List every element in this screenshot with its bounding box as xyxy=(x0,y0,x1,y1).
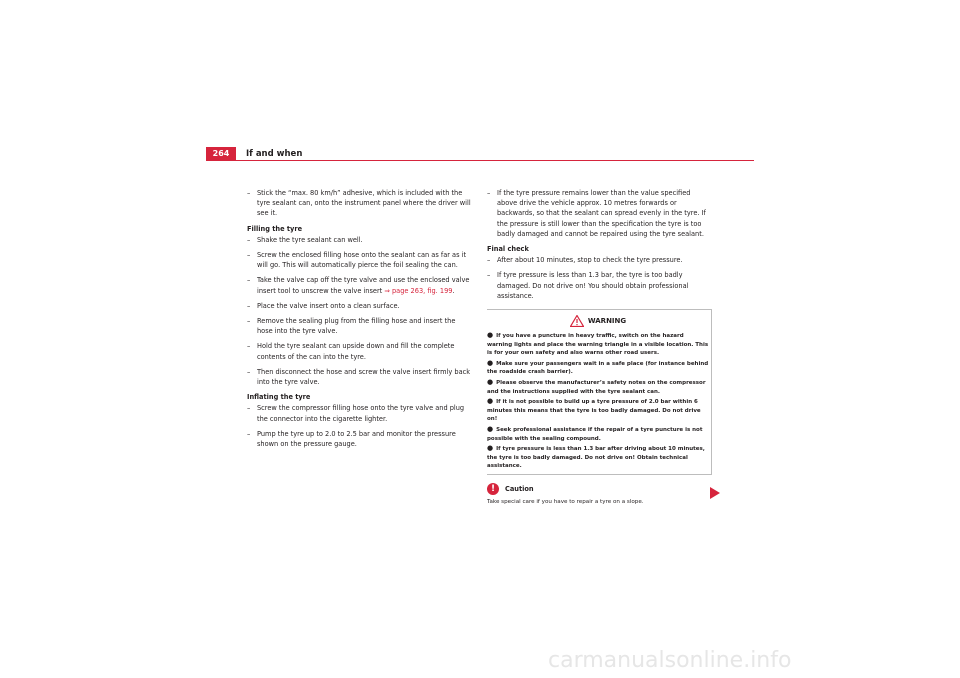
warning-item: ● If tyre pressure is less than 1.3 bar after driving about 10 minutes, the tyre is too badly damaged. Do not drive on! Obtain technical assistance. xyxy=(487,444,705,470)
list-item: – Pump the tyre up to 2.0 to 2.5 bar and monitor the pressure shown on the pressure gauge. xyxy=(247,429,472,449)
list-item: – If the tyre pressure remains lower than the value specified above drive the vehicle approx. 10 metres forwards or backwards, so that the sealant can spread evenly in the tyre. If the pressure is still lower than the specification the tyre is too badly damaged and cannot be repaired using the tyre sealant. xyxy=(487,188,712,239)
list-item: – Shake the tyre sealant can well. xyxy=(247,235,472,245)
list-item: – Hold the tyre sealant can upside down and fill the complete contents of the can into the tyre. xyxy=(247,341,472,361)
list-item: – Remove the sealing plug from the filling hose and insert the hose into the tyre valve. xyxy=(247,316,472,336)
list-item xyxy=(247,275,472,295)
page-reference-link[interactable]: ⇒ page 263, fig. 199 xyxy=(384,286,453,295)
caution-title: Caution xyxy=(505,484,534,493)
caution-text: Take special care if you have to repair a tyre on a slope. xyxy=(487,498,644,505)
list-item: – Then disconnect the hose and screw the valve insert firmly back into the tyre valve. xyxy=(247,367,472,387)
heading-inflating-tyre: Inflating the tyre xyxy=(247,393,311,402)
right-column xyxy=(487,188,712,507)
step-text-end: . xyxy=(452,286,455,295)
caution-header xyxy=(487,483,712,495)
next-page-arrow-icon[interactable] xyxy=(710,487,720,499)
list-item: – If tyre pressure is less than 1.3 bar, the tyre is too badly damaged. Do not drive on! You should obtain professional assistance. xyxy=(487,270,712,301)
warning-box xyxy=(487,309,712,475)
heading-filling-tyre: Filling the tyre xyxy=(247,224,303,233)
list-item: – Screw the compressor filling hose onto the tyre valve and plug the connector into the cigarette lighter. xyxy=(247,403,472,423)
page-header xyxy=(206,147,754,161)
warning-item: ● Make sure your passengers wait in a safe place (for instance behind the roadside crash barrier). xyxy=(487,358,709,376)
exclamation-icon: ! xyxy=(487,483,499,495)
warning-triangle-icon xyxy=(570,315,584,327)
list-item: – After about 10 minutes, stop to check the tyre pressure. xyxy=(487,255,712,265)
list-item: – Place the valve insert onto a clean surface. xyxy=(247,301,472,311)
watermark: carmanualsonline.info xyxy=(548,648,792,673)
warning-title: WARNING xyxy=(587,316,627,325)
step-text: Take the valve cap off the tyre valve and use the enclosed valve insert tool to unscrew the valve insert xyxy=(257,276,470,295)
left-column xyxy=(247,188,472,454)
warning-item: ● Please observe the manufacturer’s safety notes on the compressor and the instructions supplied with the tyre sealant can. xyxy=(487,378,706,395)
warning-header xyxy=(487,315,709,327)
list-item: – Stick the “max. 80 km/h” adhesive, which is included with the tyre sealant can, onto the instrument panel where the driver will see it. xyxy=(247,188,472,219)
section-title: If and when xyxy=(246,149,303,159)
warning-item: ● If you have a puncture in heavy traffic, switch on the hazard warning lights and place the warning triangle in a visible location. This is for your own safety and also warns other road users. xyxy=(487,331,709,357)
header-rule xyxy=(206,160,754,161)
warning-item: ● Seek professional assistance if the repair of a tyre puncture is not possible with the sealing compound. xyxy=(487,424,703,442)
page-number: 264 xyxy=(206,147,236,161)
heading-final-check: Final check xyxy=(487,245,529,254)
list-item: – Screw the enclosed filling hose onto the sealant can as far as it will go. This will automatically pierce the foil sealing the can. xyxy=(247,250,472,270)
warning-item: ● If it is not possible to build up a tyre pressure of 2.0 bar within 6 minutes this means that the tyre is too badly damaged. Do not drive on! xyxy=(487,397,701,423)
